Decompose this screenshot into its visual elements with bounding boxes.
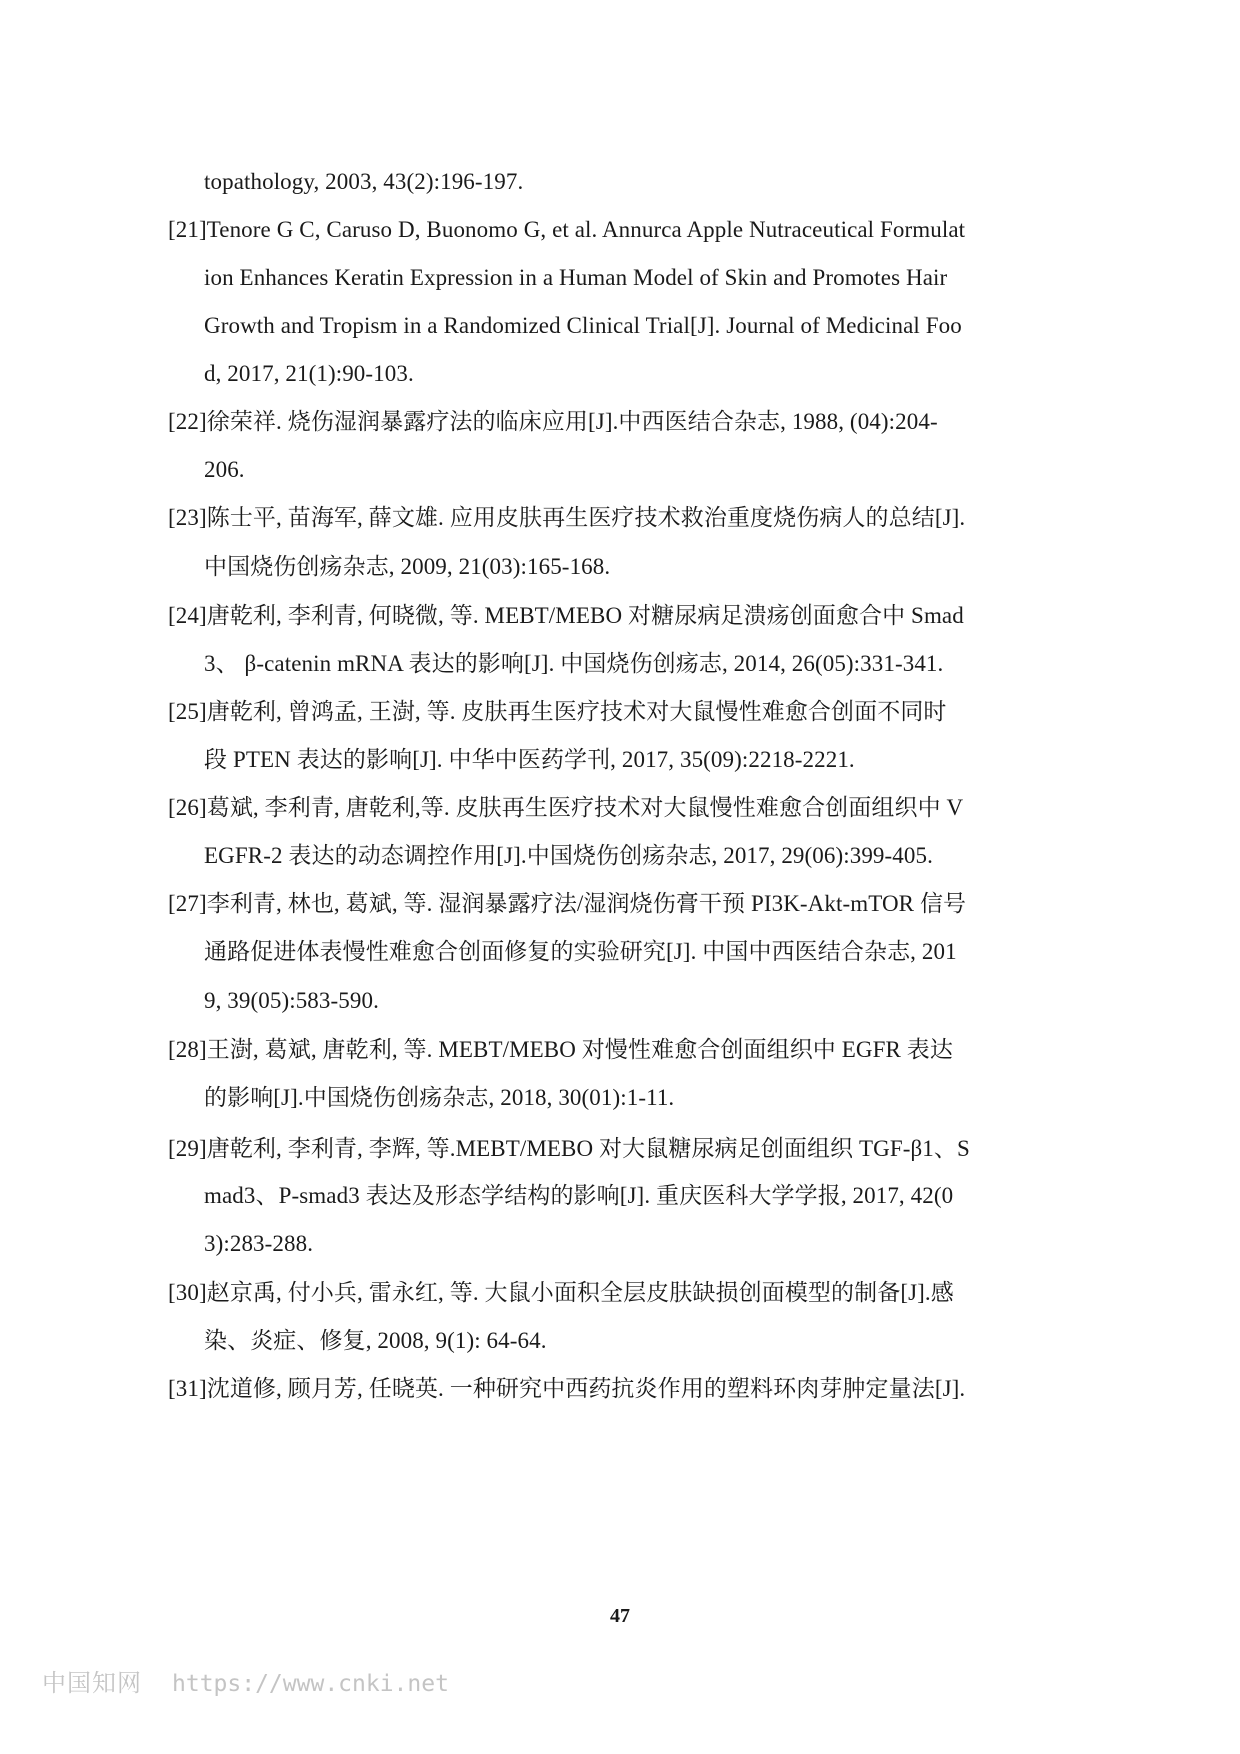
reference-continuation-line: d, 2017, 21(1):90-103.: [204, 361, 414, 386]
reference-continuation-line: 的影响[J].中国烧伤创疡杂志, 2018, 30(01):1-11.: [204, 1085, 675, 1110]
reference-continuation-line: mad3、P-smad3 表达及形态学结构的影响[J]. 重庆医科大学学报, 2017, 42(0: [204, 1183, 954, 1208]
reference-entry-line: [25]唐乾利, 曾鸿孟, 王澍, 等. 皮肤再生医疗技术对大鼠慢性难愈合创面不同时: [168, 699, 947, 724]
reference-continuation-line: ion Enhances Keratin Expression in a Human Model of Skin and Promotes Hair: [204, 265, 948, 290]
reference-entry-line: [21]Tenore G C, Caruso D, Buonomo G, et al. Annurca Apple Nutraceutical Formulat: [168, 217, 966, 242]
cnki-watermark: [42, 1663, 449, 1698]
reference-continuation-line: 3、 β-catenin mRNA 表达的影响[J]. 中国烧伤创疡志, 2014, 26(05):331-341.: [204, 651, 944, 676]
reference-entry-line: [31]沈道修, 顾月芳, 任晓英. 一种研究中西药抗炎作用的塑料环肉芽肿定量法[J].: [168, 1376, 966, 1401]
reference-continuation-line: Growth and Tropism in a Randomized Clinical Trial[J]. Journal of Medicinal Foo: [204, 313, 962, 338]
reference-entry-line: topathology, 2003, 43(2):196-197.: [204, 169, 524, 194]
reference-continuation-line: 9, 39(05):583-590.: [204, 988, 379, 1013]
reference-entry-line: [29]唐乾利, 李利青, 李辉, 等.MEBT/MEBO 对大鼠糖尿病足创面组织 TGF-β1、S: [168, 1136, 970, 1161]
reference-entry-line: [28]王澍, 葛斌, 唐乾利, 等. MEBT/MEBO 对慢性难愈合创面组织中 EGFR 表达: [168, 1037, 953, 1062]
page-number: 47: [610, 1605, 630, 1627]
reference-continuation-line: 通路促进体表慢性难愈合创面修复的实验研究[J]. 中国中西医结合杂志, 201: [204, 939, 957, 964]
reference-continuation-line: 206.: [204, 457, 245, 482]
reference-entry-line: [26]葛斌, 李利青, 唐乾利,等. 皮肤再生医疗技术对大鼠慢性难愈合创面组织中 V: [168, 795, 964, 820]
reference-entry-line: [27]李利青, 林也, 葛斌, 等. 湿润暴露疗法/湿润烧伤膏干预 PI3K-Akt-mTOR 信号: [168, 891, 967, 916]
reference-continuation-line: 中国烧伤创疡杂志, 2009, 21(03):165-168.: [204, 554, 611, 579]
reference-entry-line: [24]唐乾利, 李利青, 何晓微, 等. MEBT/MEBO 对糖尿病足溃疡创面愈合中 Smad: [168, 603, 964, 628]
watermark-url: https://www.cnki.net: [172, 1671, 449, 1697]
watermark-brand: 中国知网: [42, 1669, 142, 1697]
reference-entry-line: [30]赵京禹, 付小兵, 雷永红, 等. 大鼠小面积全层皮肤缺损创面模型的制备[J].感: [168, 1280, 954, 1305]
reference-entry-line: [22]徐荣祥. 烧伤湿润暴露疗法的临床应用[J].中西医结合杂志, 1988, (04):204-: [168, 409, 938, 434]
reference-continuation-line: EGFR-2 表达的动态调控作用[J].中国烧伤创疡杂志, 2017, 29(06):399-405.: [204, 843, 933, 868]
reference-continuation-line: 3):283-288.: [204, 1231, 314, 1256]
reference-continuation-line: 段 PTEN 表达的影响[J]. 中华中医药学刊, 2017, 35(09):2218-2221.: [204, 747, 855, 772]
reference-entry-line: [23]陈士平, 苗海军, 薛文雄. 应用皮肤再生医疗技术救治重度烧伤病人的总结[J].: [168, 505, 966, 530]
reference-continuation-line: 染、炎症、修复, 2008, 9(1): 64-64.: [204, 1328, 547, 1353]
